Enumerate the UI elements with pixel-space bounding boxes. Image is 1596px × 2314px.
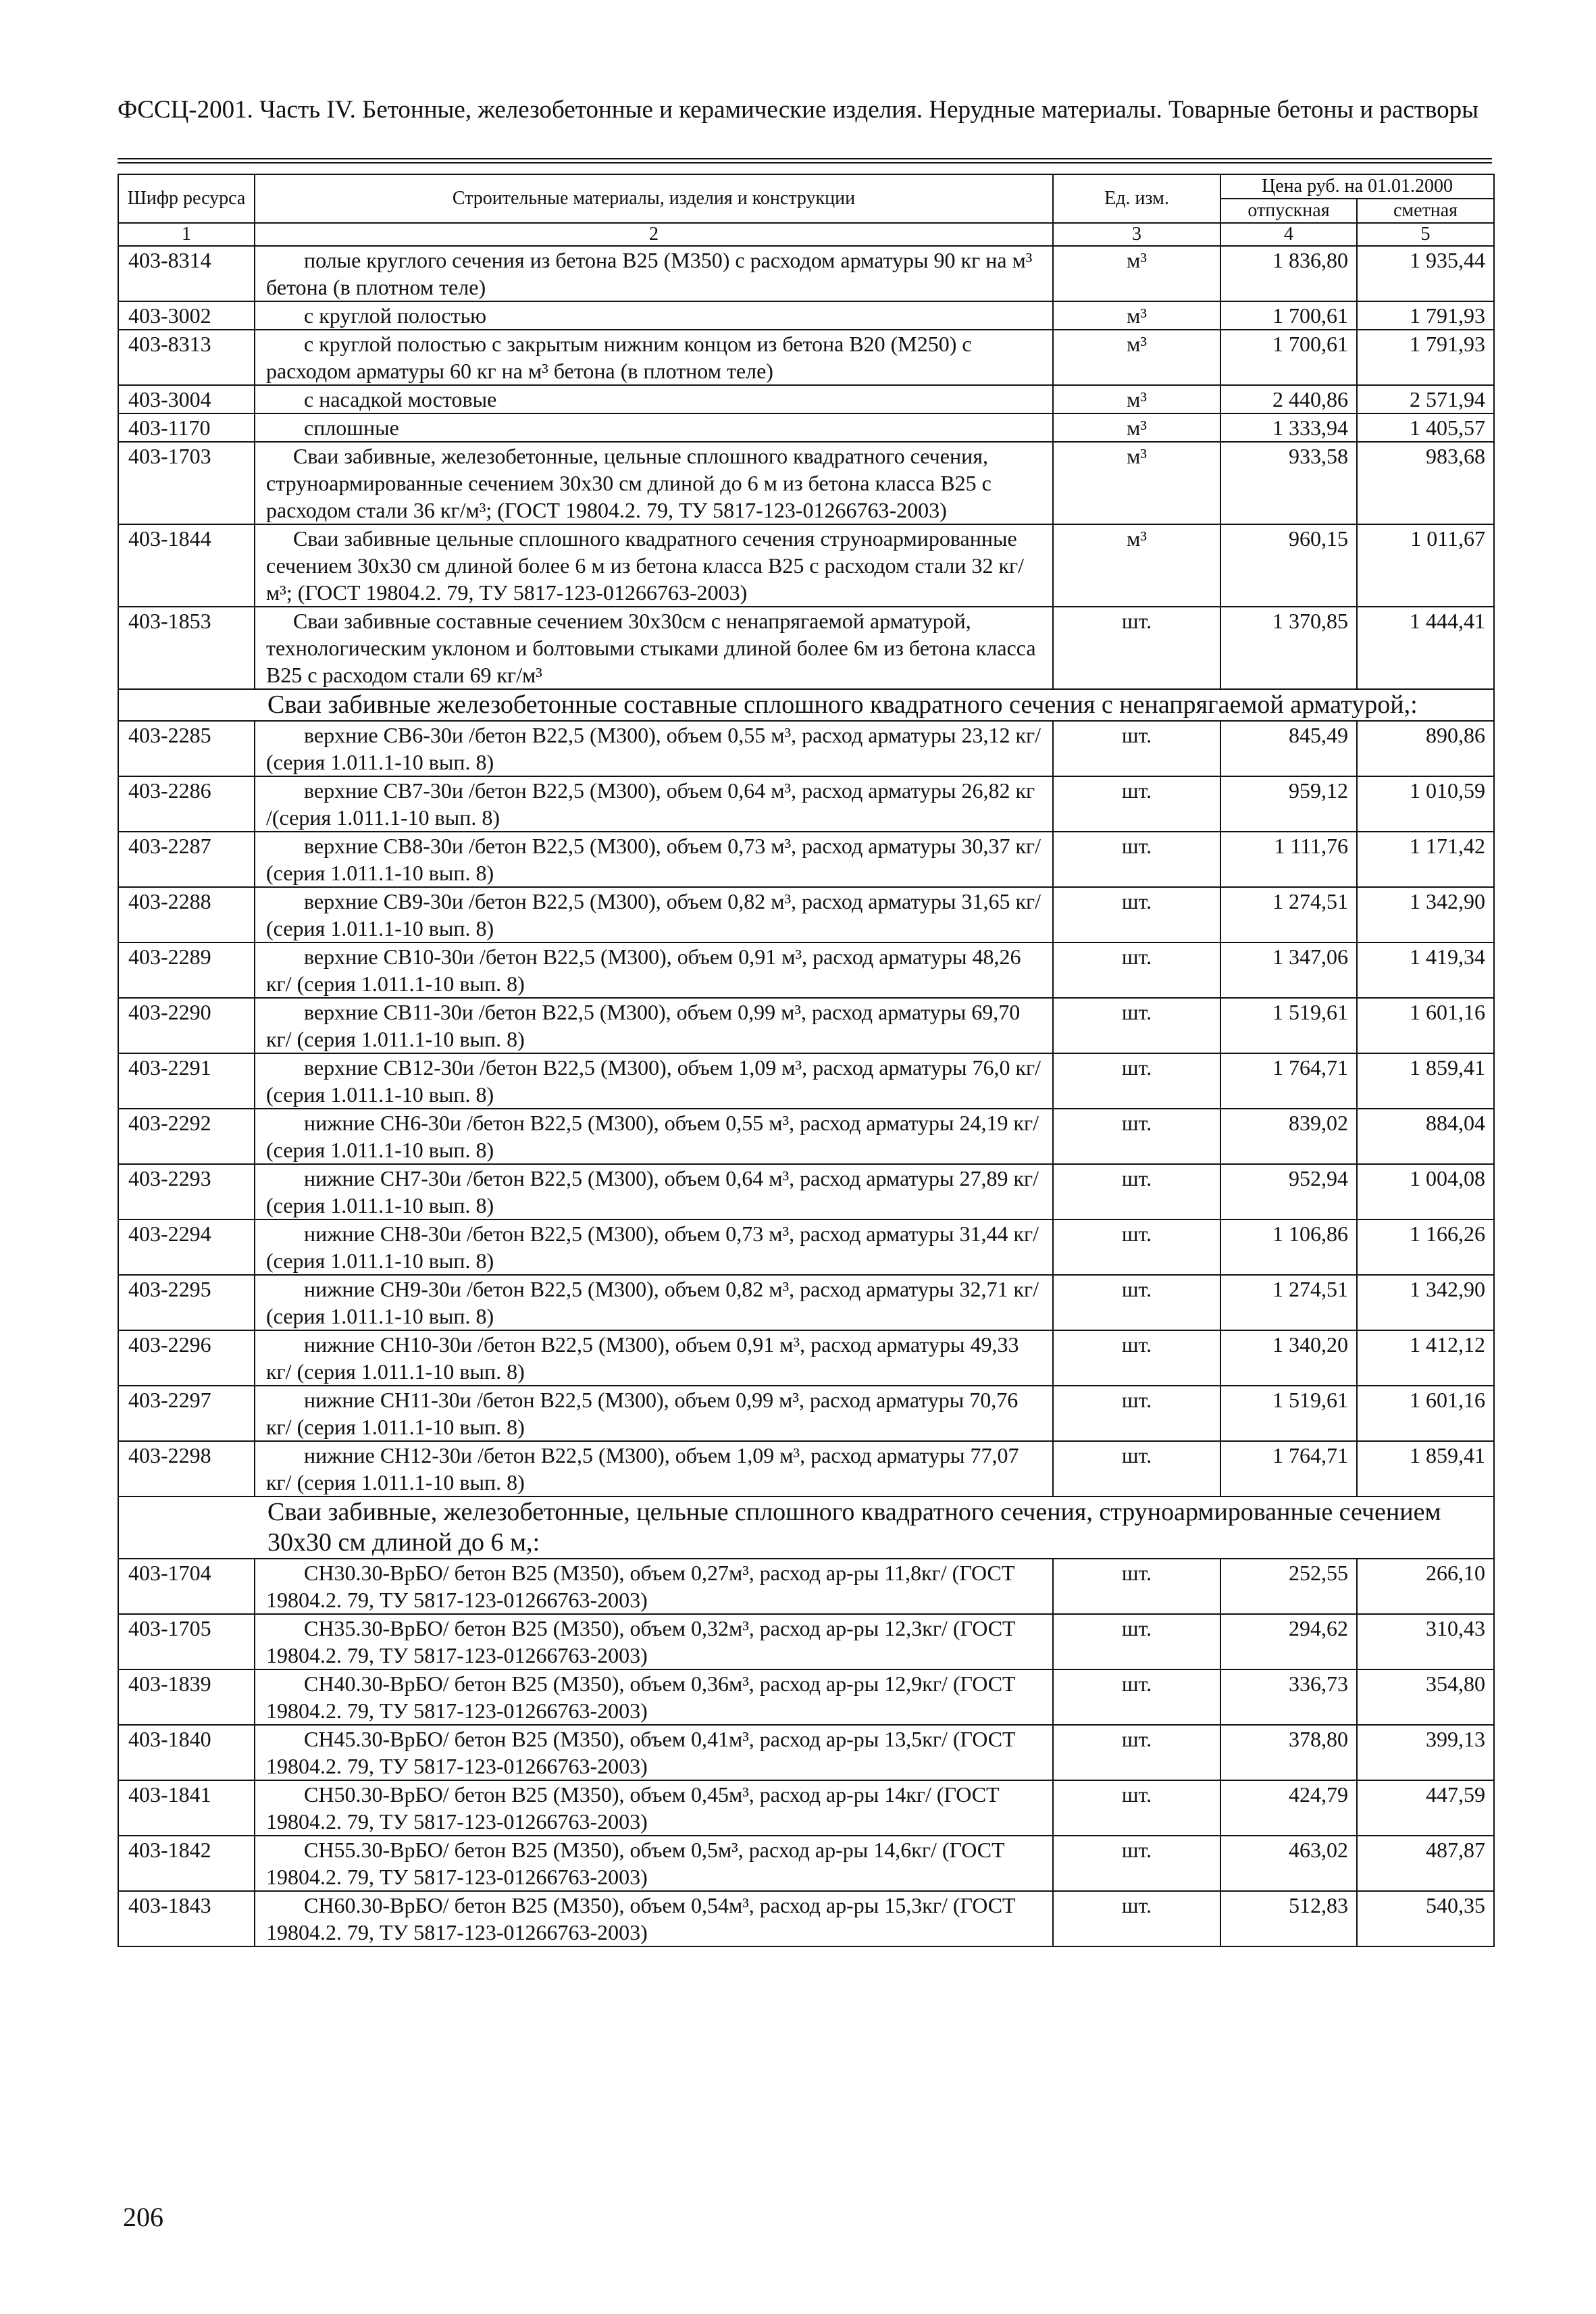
unit-of-measure: м³ <box>1053 301 1220 330</box>
release-price: 1 274,51 <box>1220 887 1357 942</box>
table-row <box>118 301 1494 330</box>
document-title: ФССЦ-2001. Часть IV. Бетонные, железобетонные и керамические изделия. Нерудные материалы. Товарные бетоны и растворы <box>118 96 1479 124</box>
unit-of-measure: шт. <box>1053 832 1220 887</box>
unit-of-measure: шт. <box>1053 1669 1220 1725</box>
resource-code: 403-2297 <box>118 1386 255 1441</box>
estimate-price: 1 791,93 <box>1357 301 1494 330</box>
table-row <box>118 1836 1494 1891</box>
material-name: нижние СН12-30и /бетон В22,5 (М300), объем 1,09 м³, расход арматуры 77,07 кг/ (серия 1.011.1-10 вып. 8) <box>255 1441 1053 1496</box>
table-row <box>118 1559 1494 1614</box>
resource-code: 403-1844 <box>118 524 255 607</box>
section-title: Сваи забивные, железобетонные, цельные сплошного квадратного сечения, струноармированные сечением 30х30 см длиной до 6 м,: <box>118 1496 1494 1559</box>
page-header <box>118 95 1495 126</box>
unit-of-measure: шт. <box>1053 776 1220 832</box>
column-number-row <box>118 223 1494 246</box>
unit-of-measure: шт. <box>1053 1614 1220 1669</box>
resource-code: 403-2292 <box>118 1109 255 1164</box>
unit-of-measure: м³ <box>1053 330 1220 385</box>
material-name: Сваи забивные, железобетонные, цельные сплошного квадратного сечения, струноармированные сечением 30х30 см длиной до 6 м из бетона класса В25 с расходом стали 36 кг/м³; (ГОСТ 19804.2. 79, ТУ 5817-123-01266763-2003) <box>255 442 1053 524</box>
release-price: 839,02 <box>1220 1109 1357 1164</box>
estimate-price: 890,86 <box>1357 721 1494 776</box>
col-header-code: Шифр ресурса <box>118 174 255 223</box>
material-name: нижние СН8-30и /бетон В22,5 (М300), объем 0,73 м³, расход арматуры 31,44 кг/ (серия 1.011.1-10 вып. 8) <box>255 1219 1053 1275</box>
resource-code: 403-2294 <box>118 1219 255 1275</box>
table-header <box>118 174 1494 246</box>
release-price: 1 111,76 <box>1220 832 1357 887</box>
release-price: 933,58 <box>1220 442 1357 524</box>
resource-code: 403-1839 <box>118 1669 255 1725</box>
table-row <box>118 887 1494 942</box>
estimate-price: 1 601,16 <box>1357 1386 1494 1441</box>
table-row <box>118 413 1494 442</box>
estimate-price: 1 791,93 <box>1357 330 1494 385</box>
column-number: 1 <box>118 223 255 246</box>
resource-code: 403-2293 <box>118 1164 255 1219</box>
header-rule-second <box>118 162 1492 164</box>
material-name: нижние СН6-30и /бетон В22,5 (М300), объем 0,55 м³, расход арматуры 24,19 кг/ (серия 1.011.1-10 вып. 8) <box>255 1109 1053 1164</box>
table-row <box>118 330 1494 385</box>
table-row <box>118 524 1494 607</box>
unit-of-measure: шт. <box>1053 1725 1220 1780</box>
resource-code: 403-1170 <box>118 413 255 442</box>
section-header-2 <box>118 1496 1494 1559</box>
material-name: СН35.30-ВрБО/ бетон В25 (М350), объем 0,32м³, расход ар-ры 12,3кг/ (ГОСТ 19804.2. 79, ТУ 5817-123-01266763-2003) <box>255 1614 1053 1669</box>
resource-code: 403-2291 <box>118 1053 255 1109</box>
release-price: 1 347,06 <box>1220 942 1357 998</box>
resource-code: 403-1703 <box>118 442 255 524</box>
col-header-unit: Ед. изм. <box>1053 174 1220 223</box>
table-body-main <box>118 246 1494 689</box>
release-price: 845,49 <box>1220 721 1357 776</box>
col-header-estimate-price: сметная <box>1357 199 1494 223</box>
unit-of-measure: шт. <box>1053 1441 1220 1496</box>
release-price: 252,55 <box>1220 1559 1357 1614</box>
unit-of-measure: м³ <box>1053 413 1220 442</box>
col-header-price-group: Цена руб. на 01.01.2000 <box>1220 174 1494 199</box>
price-table <box>118 174 1495 1947</box>
resource-code: 403-1840 <box>118 1725 255 1780</box>
unit-of-measure: шт. <box>1053 1780 1220 1836</box>
material-name: нижние СН11-30и /бетон В22,5 (М300), объем 0,99 м³, расход арматуры 70,76 кг/ (серия 1.011.1-10 вып. 8) <box>255 1386 1053 1441</box>
release-price: 1 700,61 <box>1220 301 1357 330</box>
resource-code: 403-2286 <box>118 776 255 832</box>
unit-of-measure: шт. <box>1053 1559 1220 1614</box>
release-price: 378,80 <box>1220 1725 1357 1780</box>
material-name: полые круглого сечения из бетона В25 (М350) с расходом арматуры 90 кг на м³ бетона (в плотном теле) <box>255 246 1053 301</box>
material-name: Сваи забивные цельные сплошного квадратного сечения струноармированные сечением 30х30 см длиной более 6 м из бетона класса В25 с расходом стали 32 кг/м³; (ГОСТ 19804.2. 79, ТУ 5817-123-01266763-2003) <box>255 524 1053 607</box>
estimate-price: 1 601,16 <box>1357 998 1494 1053</box>
material-name: верхние СВ11-30и /бетон В22,5 (М300), объем 0,99 м³, расход арматуры 69,70 кг/ (серия 1.011.1-10 вып. 8) <box>255 998 1053 1053</box>
estimate-price: 487,87 <box>1357 1836 1494 1891</box>
table-row <box>118 1386 1494 1441</box>
unit-of-measure: шт. <box>1053 721 1220 776</box>
estimate-price: 1 011,67 <box>1357 524 1494 607</box>
resource-code: 403-2287 <box>118 832 255 887</box>
material-name: нижние СН9-30и /бетон В22,5 (М300), объем 0,82 м³, расход арматуры 32,71 кг/ (серия 1.011.1-10 вып. 8) <box>255 1275 1053 1330</box>
resource-code: 403-2296 <box>118 1330 255 1386</box>
release-price: 960,15 <box>1220 524 1357 607</box>
table-row <box>118 1669 1494 1725</box>
table-row <box>118 607 1494 689</box>
estimate-price: 1 342,90 <box>1357 887 1494 942</box>
estimate-price: 1 859,41 <box>1357 1053 1494 1109</box>
material-name: Сваи забивные составные сечением 30х30см с ненапрягаемой арматурой, технологическим уклоном и болтовыми стыками длиной более 6м из бетона класса В25 с расходом стали 69 кг/м³ <box>255 607 1053 689</box>
table-row <box>118 1053 1494 1109</box>
release-price: 1 340,20 <box>1220 1330 1357 1386</box>
material-name: СН40.30-ВрБО/ бетон В25 (М350), объем 0,36м³, расход ар-ры 12,9кг/ (ГОСТ 19804.2. 79, ТУ 5817-123-01266763-2003) <box>255 1669 1053 1725</box>
resource-code: 403-8314 <box>118 246 255 301</box>
resource-code: 403-8313 <box>118 330 255 385</box>
col-header-name: Строительные материалы, изделия и конструкции <box>255 174 1053 223</box>
table-row <box>118 1109 1494 1164</box>
material-name: с круглой полостью с закрытым нижним концом из бетона В20 (М250) с расходом арматуры 60 кг на м³ бетона (в плотном теле) <box>255 330 1053 385</box>
table-row <box>118 385 1494 413</box>
table-row <box>118 1891 1494 1946</box>
table-row <box>118 1614 1494 1669</box>
unit-of-measure: шт. <box>1053 887 1220 942</box>
estimate-price: 884,04 <box>1357 1109 1494 1164</box>
release-price: 1 106,86 <box>1220 1219 1357 1275</box>
release-price: 1 764,71 <box>1220 1441 1357 1496</box>
table-row <box>118 721 1494 776</box>
resource-code: 403-2288 <box>118 887 255 942</box>
resource-code: 403-2285 <box>118 721 255 776</box>
table-row <box>118 1330 1494 1386</box>
material-name: верхние СВ9-30и /бетон В22,5 (М300), объем 0,82 м³, расход арматуры 31,65 кг/ (серия 1.011.1-10 вып. 8) <box>255 887 1053 942</box>
table-body-section-2 <box>118 1559 1494 1946</box>
estimate-price: 1 412,12 <box>1357 1330 1494 1386</box>
estimate-price: 1 859,41 <box>1357 1441 1494 1496</box>
column-number: 3 <box>1053 223 1220 246</box>
material-name: с насадкой мостовые <box>255 385 1053 413</box>
release-price: 959,12 <box>1220 776 1357 832</box>
resource-code: 403-3002 <box>118 301 255 330</box>
release-price: 1 519,61 <box>1220 998 1357 1053</box>
release-price: 1 700,61 <box>1220 330 1357 385</box>
table-row <box>118 1275 1494 1330</box>
page-number: 206 <box>123 2202 163 2232</box>
material-name: СН45.30-ВрБО/ бетон В25 (М350), объем 0,41м³, расход ар-ры 13,5кг/ (ГОСТ 19804.2. 79, ТУ 5817-123-01266763-2003) <box>255 1725 1053 1780</box>
release-price: 1 764,71 <box>1220 1053 1357 1109</box>
material-name: верхние СВ6-30и /бетон В22,5 (М300), объем 0,55 м³, расход арматуры 23,12 кг/ (серия 1.011.1-10 вып. 8) <box>255 721 1053 776</box>
resource-code: 403-1704 <box>118 1559 255 1614</box>
material-name: СН55.30-ВрБО/ бетон В25 (М350), объем 0,5м³, расход ар-ры 14,6кг/ (ГОСТ 19804.2. 79, ТУ 5817-123-01266763-2003) <box>255 1836 1053 1891</box>
table-row <box>118 1219 1494 1275</box>
unit-of-measure: м³ <box>1053 524 1220 607</box>
resource-code: 403-1842 <box>118 1836 255 1891</box>
estimate-price: 266,10 <box>1357 1559 1494 1614</box>
unit-of-measure: шт. <box>1053 1053 1220 1109</box>
resource-code: 403-1853 <box>118 607 255 689</box>
estimate-price: 1 444,41 <box>1357 607 1494 689</box>
column-number: 5 <box>1357 223 1494 246</box>
estimate-price: 1 405,57 <box>1357 413 1494 442</box>
release-price: 1 836,80 <box>1220 246 1357 301</box>
material-name: сплошные <box>255 413 1053 442</box>
table-row <box>118 832 1494 887</box>
table-row <box>118 1725 1494 1780</box>
section-header-1 <box>118 689 1494 721</box>
material-name: верхние СВ10-30и /бетон В22,5 (М300), объем 0,91 м³, расход арматуры 48,26 кг/ (серия 1.011.1-10 вып. 8) <box>255 942 1053 998</box>
release-price: 1 274,51 <box>1220 1275 1357 1330</box>
table-row <box>118 442 1494 524</box>
release-price: 512,83 <box>1220 1891 1357 1946</box>
release-price: 294,62 <box>1220 1614 1357 1669</box>
unit-of-measure: шт. <box>1053 1164 1220 1219</box>
estimate-price: 399,13 <box>1357 1725 1494 1780</box>
unit-of-measure: шт. <box>1053 1275 1220 1330</box>
unit-of-measure: шт. <box>1053 998 1220 1053</box>
estimate-price: 1 935,44 <box>1357 246 1494 301</box>
material-name: СН60.30-ВрБО/ бетон В25 (М350), объем 0,54м³, расход ар-ры 15,3кг/ (ГОСТ 19804.2. 79, ТУ 5817-123-01266763-2003) <box>255 1891 1053 1946</box>
release-price: 424,79 <box>1220 1780 1357 1836</box>
estimate-price: 1 004,08 <box>1357 1164 1494 1219</box>
table-row <box>118 1164 1494 1219</box>
unit-of-measure: м³ <box>1053 246 1220 301</box>
material-name: нижние СН10-30и /бетон В22,5 (М300), объем 0,91 м³, расход арматуры 49,33 кг/ (серия 1.011.1-10 вып. 8) <box>255 1330 1053 1386</box>
resource-code: 403-2295 <box>118 1275 255 1330</box>
estimate-price: 1 010,59 <box>1357 776 1494 832</box>
resource-code: 403-1843 <box>118 1891 255 1946</box>
estimate-price: 447,59 <box>1357 1780 1494 1836</box>
material-name: СН30.30-ВрБО/ бетон В25 (М350), объем 0,27м³, расход ар-ры 11,8кг/ (ГОСТ 19804.2. 79, ТУ 5817-123-01266763-2003) <box>255 1559 1053 1614</box>
estimate-price: 1 342,90 <box>1357 1275 1494 1330</box>
release-price: 1 370,85 <box>1220 607 1357 689</box>
estimate-price: 1 166,26 <box>1357 1219 1494 1275</box>
unit-of-measure: шт. <box>1053 1219 1220 1275</box>
unit-of-measure: шт. <box>1053 1330 1220 1386</box>
estimate-price: 1 171,42 <box>1357 832 1494 887</box>
unit-of-measure: шт. <box>1053 1836 1220 1891</box>
table-body-section-1 <box>118 721 1494 1496</box>
table-row <box>118 998 1494 1053</box>
resource-code: 403-3004 <box>118 385 255 413</box>
column-number: 2 <box>255 223 1053 246</box>
estimate-price: 354,80 <box>1357 1669 1494 1725</box>
unit-of-measure: шт. <box>1053 607 1220 689</box>
estimate-price: 540,35 <box>1357 1891 1494 1946</box>
col-header-release-price: отпускная <box>1220 199 1357 223</box>
table-row <box>118 942 1494 998</box>
release-price: 1 519,61 <box>1220 1386 1357 1441</box>
table-row <box>118 246 1494 301</box>
section-title: Сваи забивные железобетонные составные сплошного квадратного сечения с ненапрягаемой арматурой,: <box>118 689 1494 721</box>
unit-of-measure: шт. <box>1053 1891 1220 1946</box>
estimate-price: 983,68 <box>1357 442 1494 524</box>
unit-of-measure: шт. <box>1053 1109 1220 1164</box>
header-rule <box>118 158 1492 159</box>
material-name: верхние СВ8-30и /бетон В22,5 (М300), объем 0,73 м³, расход арматуры 30,37 кг/ (серия 1.011.1-10 вып. 8) <box>255 832 1053 887</box>
table-row <box>118 1441 1494 1496</box>
estimate-price: 2 571,94 <box>1357 385 1494 413</box>
table-row <box>118 1780 1494 1836</box>
release-price: 2 440,86 <box>1220 385 1357 413</box>
material-name: СН50.30-ВрБО/ бетон В25 (М350), объем 0,45м³, расход ар-ры 14кг/ (ГОСТ 19804.2. 79, ТУ 5817-123-01266763-2003) <box>255 1780 1053 1836</box>
estimate-price: 310,43 <box>1357 1614 1494 1669</box>
unit-of-measure: м³ <box>1053 442 1220 524</box>
unit-of-measure: м³ <box>1053 385 1220 413</box>
release-price: 1 333,94 <box>1220 413 1357 442</box>
release-price: 463,02 <box>1220 1836 1357 1891</box>
resource-code: 403-2289 <box>118 942 255 998</box>
resource-code: 403-2298 <box>118 1441 255 1496</box>
estimate-price: 1 419,34 <box>1357 942 1494 998</box>
release-price: 952,94 <box>1220 1164 1357 1219</box>
resource-code: 403-1841 <box>118 1780 255 1836</box>
table-row <box>118 776 1494 832</box>
release-price: 336,73 <box>1220 1669 1357 1725</box>
material-name: нижние СН7-30и /бетон В22,5 (М300), объем 0,64 м³, расход арматуры 27,89 кг/ (серия 1.011.1-10 вып. 8) <box>255 1164 1053 1219</box>
resource-code: 403-1705 <box>118 1614 255 1669</box>
unit-of-measure: шт. <box>1053 1386 1220 1441</box>
unit-of-measure: шт. <box>1053 942 1220 998</box>
material-name: верхние СВ7-30и /бетон В22,5 (М300), объем 0,64 м³, расход арматуры 26,82 кг /(серия 1.011.1-10 вып. 8) <box>255 776 1053 832</box>
resource-code: 403-2290 <box>118 998 255 1053</box>
column-number: 4 <box>1220 223 1357 246</box>
material-name: верхние СВ12-30и /бетон В22,5 (М300), объем 1,09 м³, расход арматуры 76,0 кг/ (серия 1.011.1-10 вып. 8) <box>255 1053 1053 1109</box>
material-name: с круглой полостью <box>255 301 1053 330</box>
